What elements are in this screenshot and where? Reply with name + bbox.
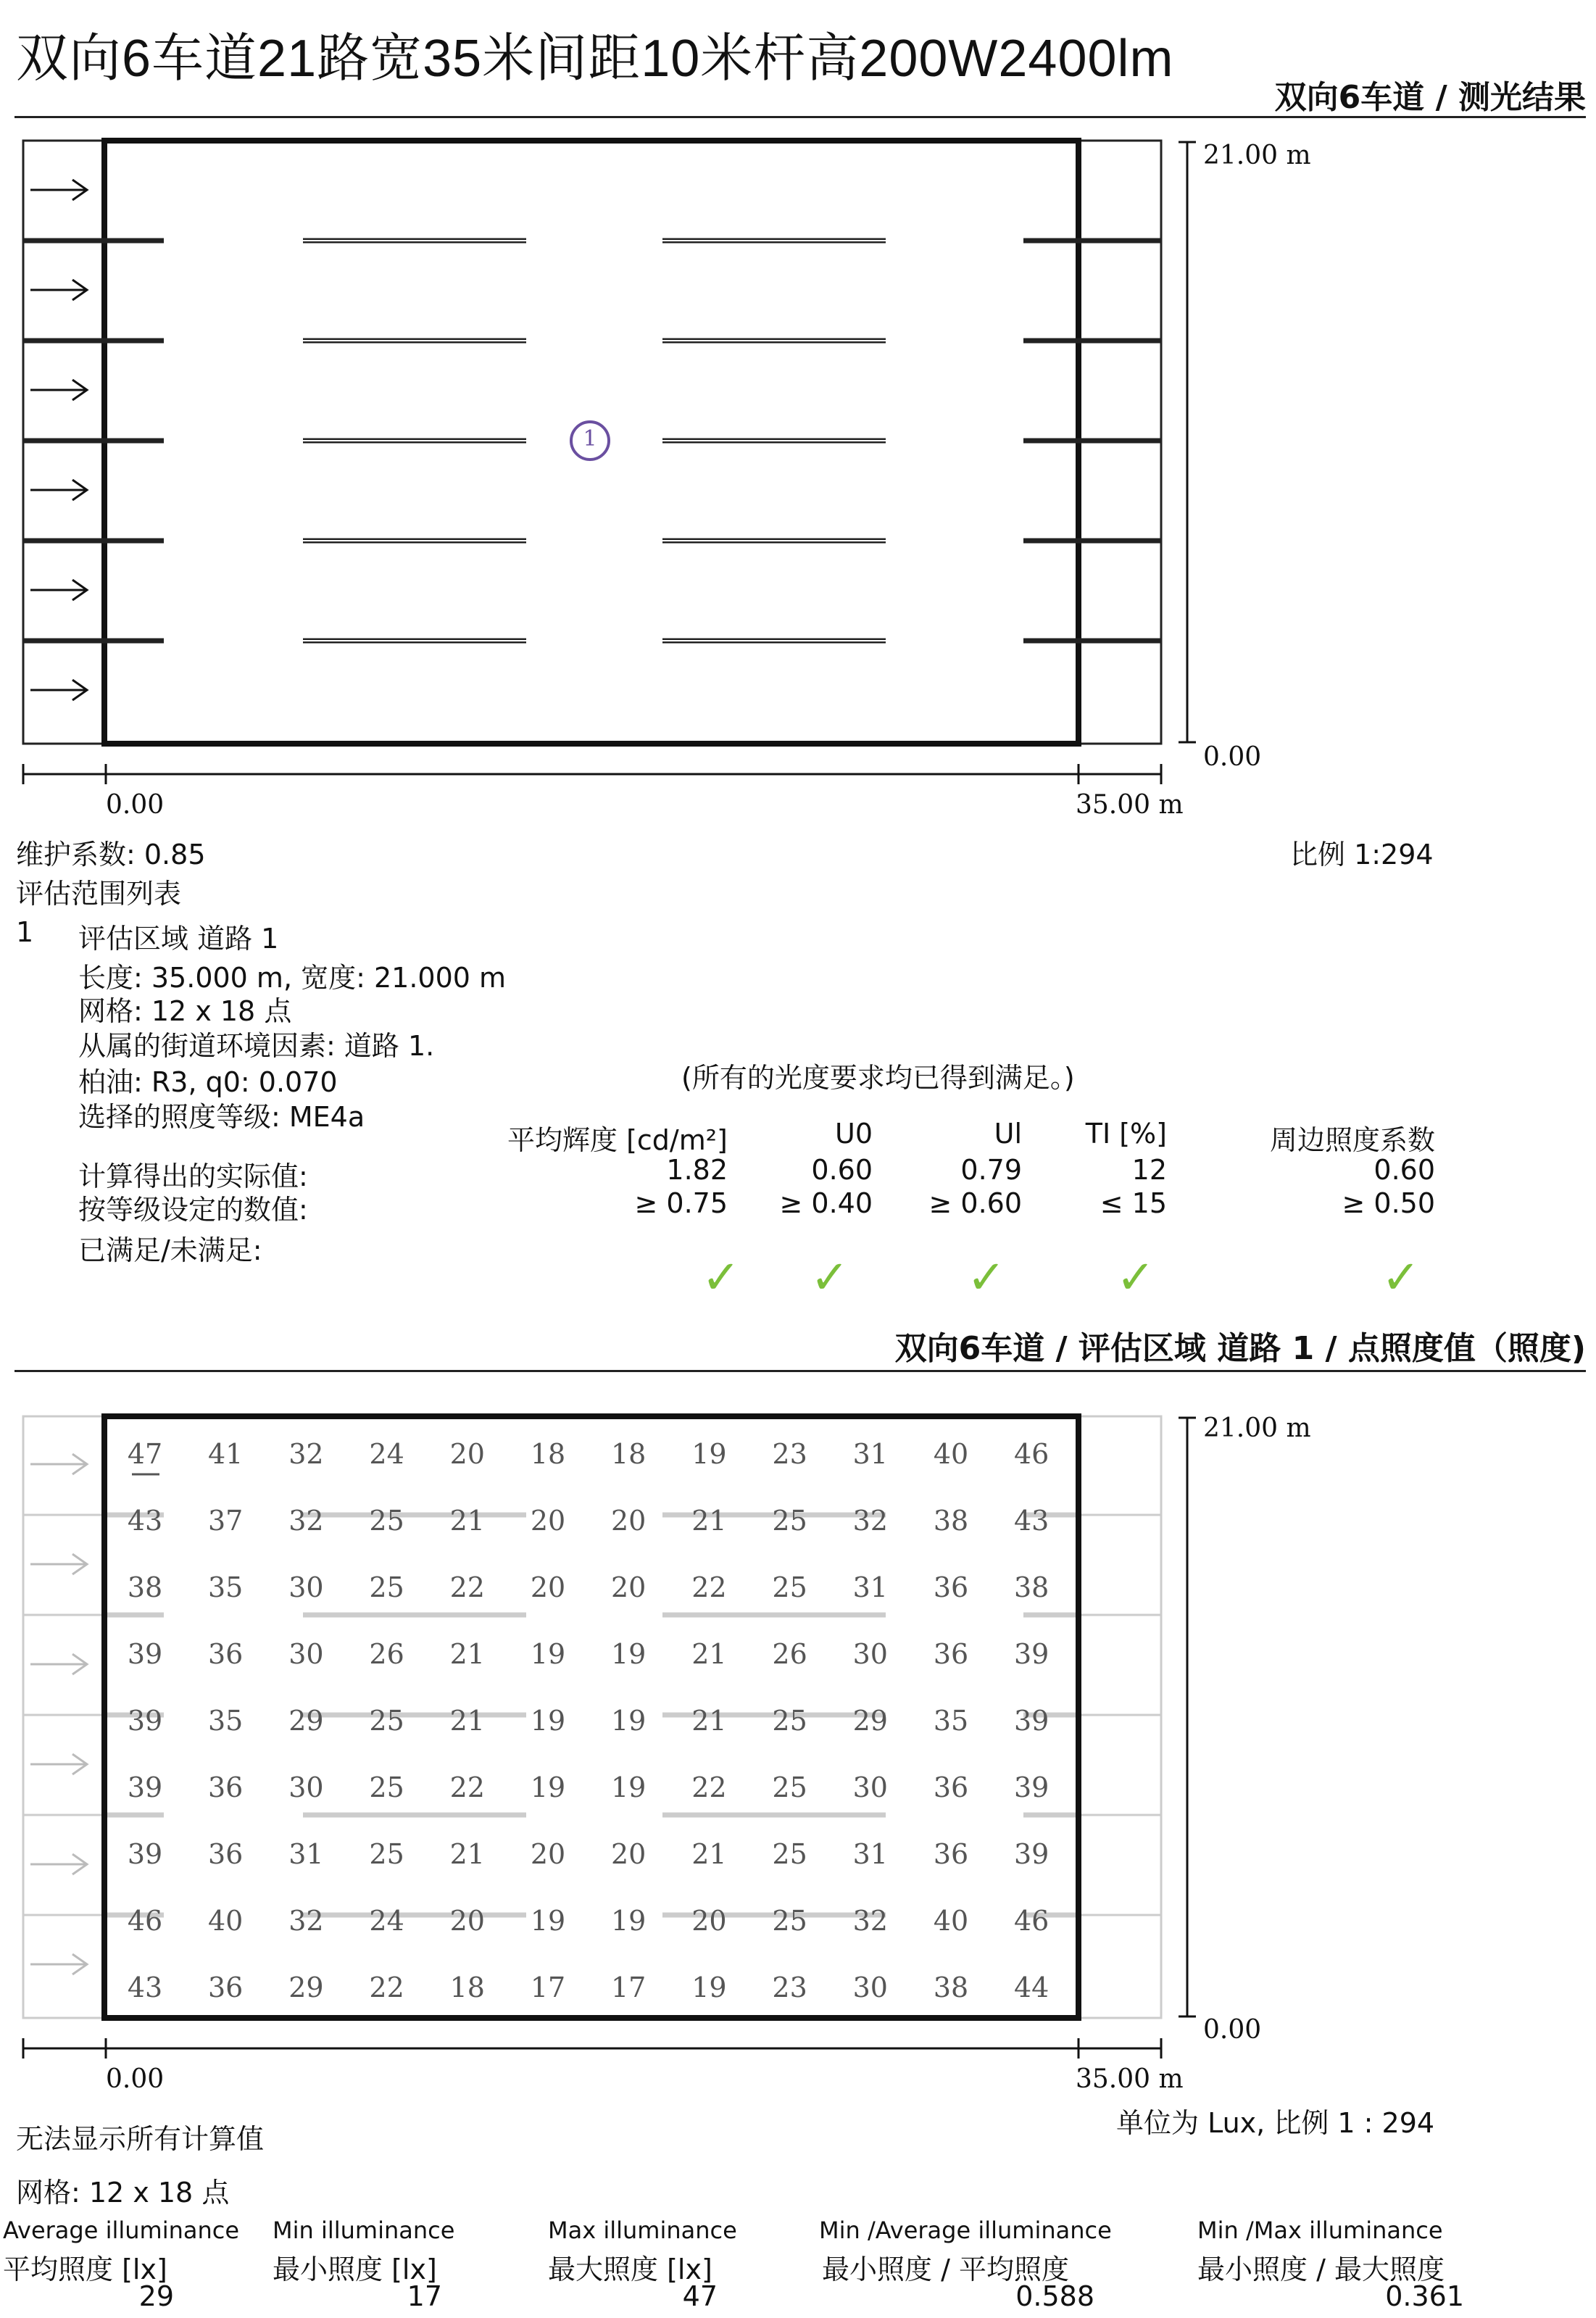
illuminance-value: 19 bbox=[611, 1771, 647, 1803]
illuminance-value: 44 bbox=[1014, 1972, 1050, 2003]
illuminance-value: 21 bbox=[691, 1505, 727, 1537]
x-axis-left-label: 0.00 bbox=[106, 2064, 165, 2094]
evaluation-item-name: 评估区域 道路 1 bbox=[78, 923, 279, 955]
y-axis-top-label: 21.00 m bbox=[1203, 141, 1311, 170]
illuminance-value: 22 bbox=[369, 1972, 404, 2003]
check-icon: ✓ bbox=[702, 1251, 741, 1305]
stat-zh-min-avg: 最小照度 / 平均照度 bbox=[822, 2253, 1069, 2285]
illuminance-value: 43 bbox=[127, 1972, 163, 2003]
illuminance-value: 19 bbox=[530, 1638, 566, 1670]
illuminance-value: 20 bbox=[530, 1505, 566, 1537]
illuminance-value: 35 bbox=[208, 1571, 244, 1603]
required-surround-ratio: ≥ 0.50 bbox=[1342, 1187, 1435, 1219]
cannot-show-note: 无法显示所有计算值 bbox=[16, 2123, 265, 2155]
illuminance-value: 32 bbox=[852, 1505, 888, 1537]
illuminance-value: 22 bbox=[449, 1571, 485, 1603]
illuminance-value: 21 bbox=[691, 1838, 727, 1870]
section-title-results: 双向6车道 / 测光结果 bbox=[1274, 79, 1586, 116]
illuminance-value: 35 bbox=[208, 1705, 244, 1737]
illuminance-value: 39 bbox=[127, 1771, 163, 1803]
illuminance-value: 22 bbox=[691, 1571, 727, 1603]
check-icon: ✓ bbox=[967, 1251, 1006, 1305]
illuminance-value: 29 bbox=[288, 1705, 324, 1737]
required-luminance: ≥ 0.75 bbox=[634, 1187, 728, 1219]
illuminance-value: 19 bbox=[530, 1705, 566, 1737]
stat-en-max: Max illuminance bbox=[548, 2217, 737, 2244]
illuminance-value: 19 bbox=[691, 1438, 727, 1470]
grid-text: 网格: 12 x 18 点 bbox=[16, 2177, 230, 2209]
illuminance-value: 38 bbox=[127, 1571, 163, 1603]
illuminance-value: 38 bbox=[933, 1505, 969, 1537]
illuminance-value: 43 bbox=[127, 1505, 163, 1537]
illuminance-value: 25 bbox=[772, 1838, 807, 1870]
x-axis-right-label: 35.00 m bbox=[1076, 790, 1184, 820]
illuminance-value: 39 bbox=[1014, 1638, 1050, 1670]
illuminance-value: 29 bbox=[288, 1972, 324, 2003]
illuminance-value: 30 bbox=[288, 1638, 324, 1670]
illuminance-value: 25 bbox=[772, 1505, 807, 1537]
actual-u0: 0.60 bbox=[811, 1154, 873, 1186]
luminaire-marker: 1 bbox=[583, 426, 597, 452]
actual-surround-ratio: 0.60 bbox=[1373, 1154, 1435, 1186]
illuminance-value: 39 bbox=[1014, 1838, 1050, 1870]
illuminance-value: 17 bbox=[611, 1972, 647, 2003]
illuminance-value: 22 bbox=[449, 1771, 485, 1803]
illuminance-value: 39 bbox=[127, 1705, 163, 1737]
illuminance-value: 39 bbox=[127, 1638, 163, 1670]
x-axis-left-label: 0.00 bbox=[106, 790, 165, 820]
required-ti: ≤ 15 bbox=[1100, 1187, 1167, 1219]
illuminance-value: 37 bbox=[208, 1505, 244, 1537]
header-surround-ratio: 周边照度系数 bbox=[1269, 1124, 1435, 1156]
header-average-luminance: 平均辉度 [cd/m²] bbox=[507, 1124, 728, 1156]
illuminance-value: 46 bbox=[127, 1905, 163, 1937]
illuminance-value: 25 bbox=[772, 1705, 807, 1737]
illuminance-value: 32 bbox=[288, 1505, 324, 1537]
row-label-actual: 计算得出的实际值: bbox=[78, 1160, 308, 1192]
maintenance-factor: 维护系数: 0.85 bbox=[16, 839, 206, 871]
illuminance-value: 22 bbox=[691, 1771, 727, 1803]
illuminance-value: 38 bbox=[1014, 1571, 1050, 1603]
illuminance-value: 18 bbox=[530, 1438, 566, 1470]
illuminance-value: 21 bbox=[449, 1705, 485, 1737]
lighting-class-text: 选择的照度等级: ME4a bbox=[78, 1101, 365, 1133]
stat-value-min: 17 bbox=[407, 2280, 442, 2312]
evaluation-list-title: 评估范围列表 bbox=[16, 878, 182, 910]
stat-value-min-avg: 0.588 bbox=[1015, 2280, 1094, 2312]
stat-zh-min-max: 最小照度 / 最大照度 bbox=[1197, 2253, 1445, 2285]
illuminance-value: 38 bbox=[933, 1972, 969, 2003]
stat-zh-average: 平均照度 [lx] bbox=[3, 2253, 167, 2285]
illuminance-value: 19 bbox=[530, 1771, 566, 1803]
asphalt-text: 柏油: R3, q0: 0.070 bbox=[78, 1066, 338, 1098]
dimensions-text: 长度: 35.000 m, 宽度: 21.000 m bbox=[78, 962, 507, 994]
illuminance-value: 25 bbox=[369, 1571, 404, 1603]
illuminance-value: 36 bbox=[208, 1771, 244, 1803]
header-ti: TI [%] bbox=[1085, 1118, 1167, 1150]
environment-text: 从属的街道环境因素: 道路 1. bbox=[78, 1030, 435, 1062]
illuminance-value: 31 bbox=[852, 1838, 888, 1870]
row-label-satisfied: 已满足/未满足: bbox=[78, 1234, 262, 1266]
illuminance-value: 17 bbox=[530, 1972, 566, 2003]
illuminance-value: 32 bbox=[288, 1905, 324, 1937]
illuminance-value: 46 bbox=[1014, 1438, 1050, 1470]
illuminance-value: 36 bbox=[208, 1638, 244, 1670]
actual-ti: 12 bbox=[1131, 1154, 1167, 1186]
illuminance-value: 23 bbox=[772, 1972, 807, 2003]
illuminance-value: 31 bbox=[852, 1438, 888, 1470]
illuminance-value: 20 bbox=[530, 1571, 566, 1603]
illuminance-value: 30 bbox=[852, 1771, 888, 1803]
page-title: 双向6车道21路宽35米间距10米杆高200W2400lm bbox=[16, 30, 1174, 88]
illuminance-value: 19 bbox=[611, 1638, 647, 1670]
illuminance-value: 20 bbox=[611, 1505, 647, 1537]
illuminance-value: 26 bbox=[772, 1638, 807, 1670]
illuminance-value: 20 bbox=[691, 1905, 727, 1937]
check-icon: ✓ bbox=[810, 1251, 849, 1305]
illuminance-value: 30 bbox=[852, 1972, 888, 2003]
illuminance-value: 19 bbox=[611, 1905, 647, 1937]
illuminance-value: 31 bbox=[288, 1838, 324, 1870]
illuminance-value: 23 bbox=[772, 1438, 807, 1470]
illuminance-value: 31 bbox=[852, 1571, 888, 1603]
illuminance-value: 18 bbox=[611, 1438, 647, 1470]
illuminance-value: 47 bbox=[127, 1438, 163, 1470]
illuminance-value: 30 bbox=[288, 1571, 324, 1603]
illuminance-value: 32 bbox=[852, 1905, 888, 1937]
actual-luminance: 1.82 bbox=[666, 1154, 728, 1186]
scale-label: 比例 1:294 bbox=[1290, 839, 1434, 871]
illuminance-value: 24 bbox=[369, 1438, 404, 1470]
stat-en-average: Average illuminance bbox=[3, 2217, 240, 2244]
illuminance-value: 20 bbox=[611, 1571, 647, 1603]
illuminance-value: 36 bbox=[933, 1638, 969, 1670]
actual-ul: 0.79 bbox=[960, 1154, 1022, 1186]
illuminance-value: 25 bbox=[772, 1771, 807, 1803]
units-scale-label: 单位为 Lux, 比例 1 : 294 bbox=[1116, 2107, 1435, 2139]
illuminance-value: 21 bbox=[449, 1638, 485, 1670]
illuminance-value: 19 bbox=[530, 1905, 566, 1937]
stat-zh-min: 最小照度 [lx] bbox=[273, 2253, 437, 2285]
illuminance-value: 18 bbox=[449, 1972, 485, 2003]
illuminance-value: 39 bbox=[127, 1838, 163, 1870]
evaluation-item-number: 1 bbox=[16, 916, 34, 948]
illuminance-value: 46 bbox=[1014, 1905, 1050, 1937]
section-title-point-values: 双向6车道 / 评估区域 道路 1 / 点照度值（照度) bbox=[894, 1330, 1586, 1367]
y-axis-bottom-label: 0.00 bbox=[1203, 742, 1262, 772]
illuminance-value: 25 bbox=[772, 1905, 807, 1937]
illuminance-value: 20 bbox=[449, 1905, 485, 1937]
illuminance-value: 36 bbox=[933, 1771, 969, 1803]
illuminance-value: 36 bbox=[933, 1571, 969, 1603]
illuminance-value: 29 bbox=[852, 1705, 888, 1737]
stat-en-min-max: Min /Max illuminance bbox=[1197, 2217, 1443, 2244]
illuminance-value: 25 bbox=[369, 1771, 404, 1803]
illuminance-value: 19 bbox=[611, 1705, 647, 1737]
illuminance-value: 25 bbox=[772, 1571, 807, 1603]
x-axis-right-label: 35.00 m bbox=[1076, 2064, 1184, 2094]
stat-zh-max: 最大照度 [lx] bbox=[548, 2253, 712, 2285]
grid-text: 网格: 12 x 18 点 bbox=[78, 995, 292, 1027]
illuminance-value: 26 bbox=[369, 1638, 404, 1670]
illuminance-value: 24 bbox=[369, 1905, 404, 1937]
required-u0: ≥ 0.40 bbox=[779, 1187, 873, 1219]
illuminance-value: 35 bbox=[933, 1705, 969, 1737]
illuminance-value: 19 bbox=[691, 1972, 727, 2003]
row-label-required: 按等级设定的数值: bbox=[78, 1194, 308, 1226]
illuminance-value: 40 bbox=[933, 1438, 969, 1470]
illuminance-value: 21 bbox=[691, 1705, 727, 1737]
illuminance-value: 30 bbox=[852, 1638, 888, 1670]
required-ul: ≥ 0.60 bbox=[928, 1187, 1022, 1219]
illuminance-value: 41 bbox=[208, 1438, 244, 1470]
stat-en-min-avg: Min /Average illuminance bbox=[819, 2217, 1112, 2244]
illuminance-value: 25 bbox=[369, 1705, 404, 1737]
illuminance-value: 40 bbox=[933, 1905, 969, 1937]
stat-en-min: Min illuminance bbox=[273, 2217, 455, 2244]
illuminance-value: 36 bbox=[933, 1838, 969, 1870]
y-axis-bottom-label: 0.00 bbox=[1203, 2015, 1262, 2045]
illuminance-value: 43 bbox=[1014, 1505, 1050, 1537]
illuminance-value: 20 bbox=[611, 1838, 647, 1870]
illuminance-value: 39 bbox=[1014, 1705, 1050, 1737]
illuminance-value: 39 bbox=[1014, 1771, 1050, 1803]
illuminance-value: 25 bbox=[369, 1838, 404, 1870]
stat-value-average: 29 bbox=[138, 2280, 174, 2312]
illuminance-value: 40 bbox=[208, 1905, 244, 1937]
requirements-note: (所有的光度要求均已得到满足。) bbox=[681, 1062, 1075, 1094]
illuminance-value: 36 bbox=[208, 1838, 244, 1870]
stat-value-min-max: 0.361 bbox=[1385, 2280, 1464, 2312]
illuminance-value: 20 bbox=[530, 1838, 566, 1870]
illuminance-value: 25 bbox=[369, 1505, 404, 1537]
y-axis-top-label: 21.00 m bbox=[1203, 1413, 1311, 1443]
stat-value-max: 47 bbox=[682, 2280, 718, 2312]
header-ul: Ul bbox=[994, 1118, 1022, 1150]
illuminance-value: 36 bbox=[208, 1972, 244, 2003]
illuminance-value: 21 bbox=[691, 1638, 727, 1670]
illuminance-value: 20 bbox=[449, 1438, 485, 1470]
illuminance-value: 32 bbox=[288, 1438, 324, 1470]
illuminance-value: 21 bbox=[449, 1505, 485, 1537]
illuminance-value: 30 bbox=[288, 1771, 324, 1803]
check-icon: ✓ bbox=[1381, 1251, 1421, 1305]
header-u0: U0 bbox=[835, 1118, 873, 1150]
illuminance-value: 21 bbox=[449, 1838, 485, 1870]
check-icon: ✓ bbox=[1116, 1251, 1155, 1305]
